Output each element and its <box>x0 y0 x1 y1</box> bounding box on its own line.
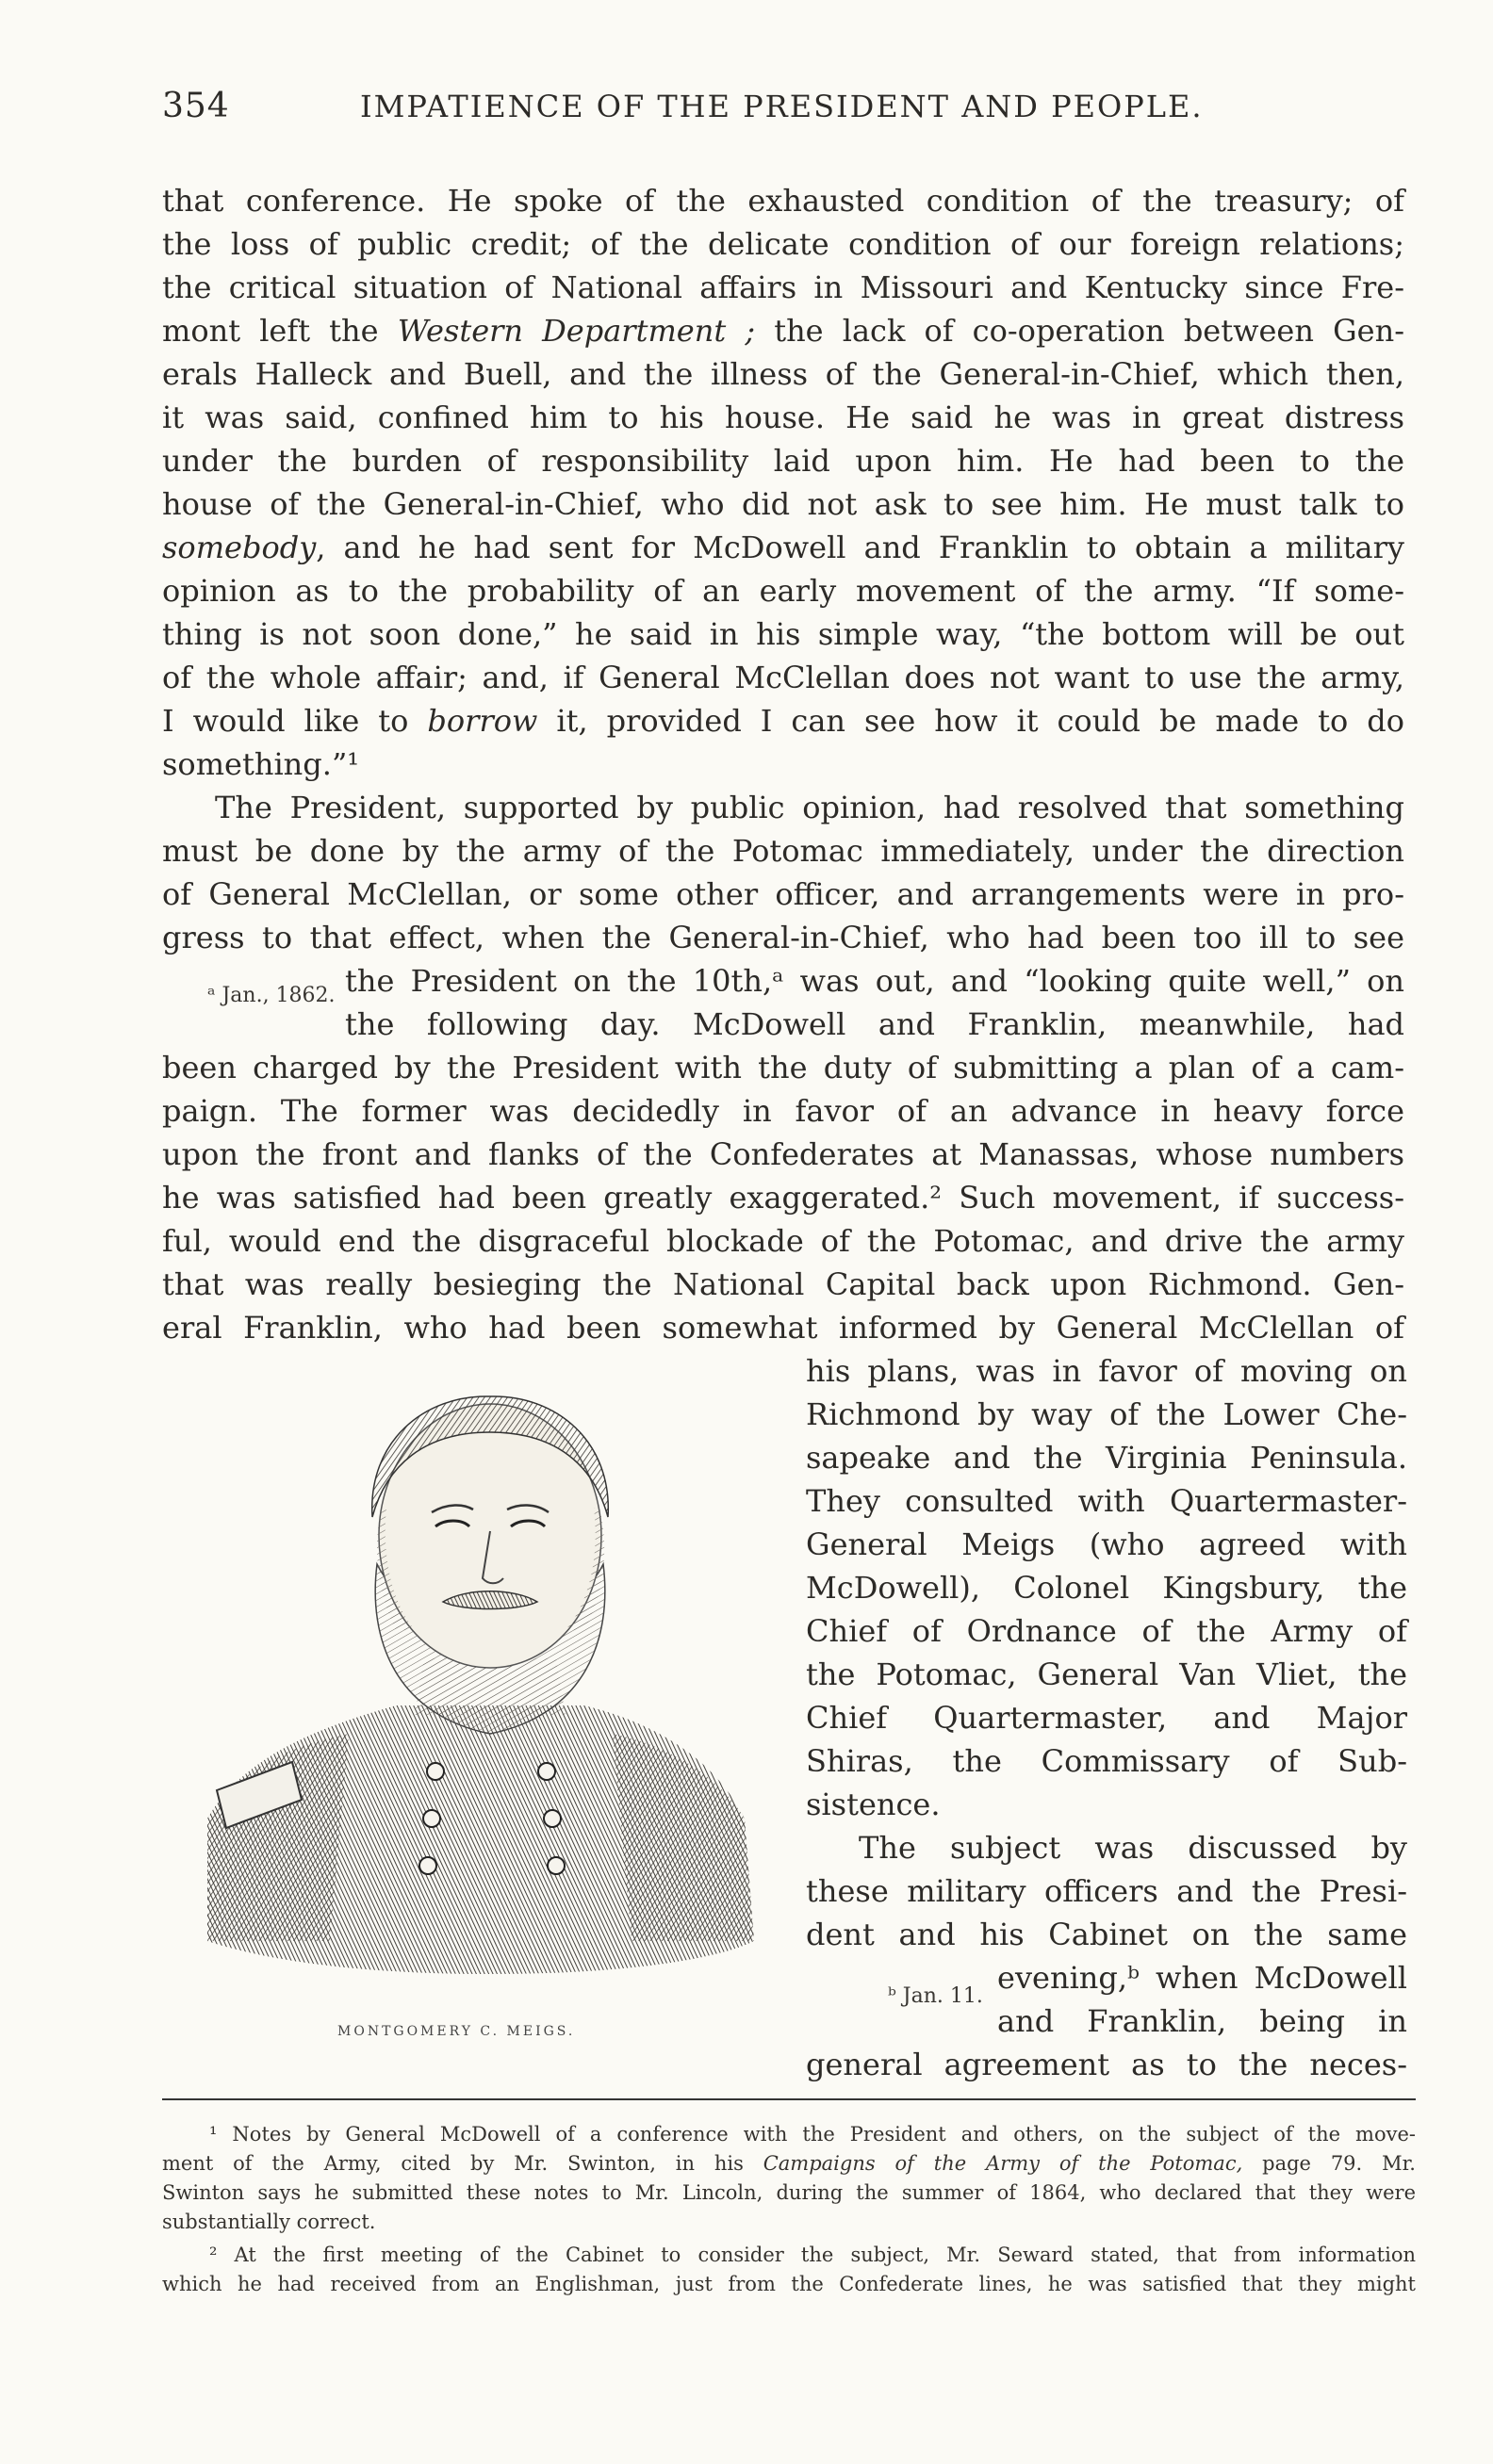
text-line: erals Halleck and Buell, and the illness of the General-in-Chief, which then, <box>162 356 1404 392</box>
footnote-rule <box>162 2098 1416 2100</box>
text-line: mont left the Western Department ; the lack of co-operation between Gen- <box>162 313 1404 349</box>
footnote-line: ¹ Notes by General McDowell of a conference with the President and others, on the subject of the move- <box>209 2123 1416 2146</box>
italic-text: Campaigns of the Army of the Potomac, <box>763 2152 1243 2175</box>
text-line: the Potomac, General Van Vliet, the <box>806 1656 1407 1692</box>
text-line: sistence. <box>806 1787 941 1822</box>
footnote-line: which he had received from an Englishman, just from the Confederate lines, he was satisfied that they might <box>162 2273 1416 2295</box>
text-line: I would like to borrow it, provided I can see how it could be made to do <box>162 703 1405 739</box>
shoulder-shading <box>613 1734 754 1941</box>
figure-caption: MONTGOMERY C. MEIGS. <box>337 2024 576 2039</box>
paragraph-2 <box>162 786 1404 959</box>
paragraph-1 <box>162 179 1404 786</box>
text-line: the loss of public credit; of the delicate condition of our foreign relations; <box>162 226 1404 262</box>
text-line: dent and his Cabinet on the same <box>806 1917 1407 1952</box>
text-line: McDowell), Colonel Kingsbury, the <box>806 1570 1407 1606</box>
text-line: evening,ᵇ when McDowell <box>997 1960 1407 1996</box>
text-line: his plans, was in favor of moving on <box>806 1353 1407 1389</box>
text-line: must be done by the army of the Potomac immediately, under the direction <box>162 833 1404 869</box>
sidenote-date: ᵃ Jan., 1862. <box>207 984 336 1007</box>
text-line: somebody, and he had sent for McDowell and Franklin to obtain a military <box>162 530 1404 565</box>
shoulder-shading <box>207 1734 349 1941</box>
footnote-line: ment of the Army, cited by Mr. Swinton, in his Campaigns of the Army of the Potomac, page 79. Mr. <box>162 2152 1416 2175</box>
footnote-line: substantially correct. <box>162 2211 376 2233</box>
sidenote-date: ᵇ Jan. 11. <box>888 1984 983 2008</box>
page-number: 354 <box>162 87 230 125</box>
paragraph-3-end <box>806 2043 1407 2086</box>
text-line: it was said, confined him to his house. He said he was in great distress <box>162 400 1404 435</box>
text-line: gress to that effect, when the General-in-Chief, who had been too ill to see <box>162 920 1404 955</box>
italic-text: somebody <box>162 530 317 565</box>
text-line: Chief Quartermaster, and Major <box>806 1700 1407 1736</box>
text-line: Chief of Ordnance of the Army of <box>806 1613 1407 1649</box>
text-line: upon the front and flanks of the Confederates at Manassas, whose numbers <box>162 1136 1404 1172</box>
text-line: General Meigs (who agreed with <box>806 1526 1407 1562</box>
coat-button <box>544 1810 561 1827</box>
text-line: he was satisfied had been greatly exaggerated.² Such movement, if success- <box>162 1180 1404 1216</box>
text-line: The President, supported by public opinion, had resolved that something <box>215 790 1404 825</box>
text-line: house of the General-in-Chief, who did not ask to see him. He must talk to <box>162 486 1404 522</box>
text-line: They consulted with Quartermaster- <box>806 1483 1407 1519</box>
paragraph-3 <box>806 1826 1407 1956</box>
text-line: that was really besieging the National Capital back upon Richmond. Gen- <box>162 1266 1404 1302</box>
running-title: IMPATIENCE OF THE PRESIDENT AND PEOPLE. <box>360 89 1204 124</box>
coat-button <box>548 1857 565 1874</box>
text-line: and Franklin, being in <box>997 2003 1407 2039</box>
text-line: under the burden of responsibility laid upon him. He had been to the <box>162 443 1404 479</box>
text-line: the following day. McDowell and Franklin, meanwhile, had <box>345 1006 1404 1042</box>
text-line: sapeake and the Virginia Peninsula. <box>806 1440 1407 1476</box>
text-line: that conference. He spoke of the exhausted condition of the treasury; of <box>162 183 1404 219</box>
footnote-line: Swinton says he submitted these notes to Mr. Lincoln, during the summer of 1864, who declared that they were <box>162 2181 1416 2204</box>
italic-text: Western Department ; <box>397 313 756 349</box>
text-line: ful, would end the disgraceful blockade of the Potomac, and drive the army <box>162 1223 1404 1259</box>
text-line: Shiras, the Commissary of Sub- <box>806 1743 1407 1779</box>
paragraph-2-narrow <box>806 1349 1407 1826</box>
text-line: The subject was discussed by <box>859 1830 1407 1866</box>
coat-button <box>423 1810 440 1827</box>
text-line: the critical situation of National affairs in Missouri and Kentucky since Fre- <box>162 269 1404 305</box>
coat-button <box>427 1763 444 1780</box>
text-line: of General McClellan, or some other officer, and arrangements were in pro- <box>162 876 1404 912</box>
text-line: general agreement as to the neces- <box>806 2047 1407 2082</box>
text-line: been charged by the President with the duty of submitting a plan of a cam- <box>162 1050 1404 1085</box>
paragraph-2-continued <box>162 1046 1404 1349</box>
portrait-engraving <box>189 1376 773 1979</box>
text-line: the President on the 10th,ᵃ was out, and “looking quite well,” on <box>345 963 1404 999</box>
text-line: paign. The former was decidedly in favor of an advance in heavy force <box>162 1093 1404 1129</box>
coat-button <box>538 1763 555 1780</box>
text-line: thing is not soon done,” he said in his simple way, “the bottom will be out <box>162 616 1404 652</box>
paragraph-3-beside-note <box>997 1956 1407 2043</box>
footnote-line: ² At the first meeting of the Cabinet to consider the subject, Mr. Seward stated, that from information <box>209 2244 1416 2266</box>
italic-text: borrow <box>427 703 538 739</box>
coat-button <box>419 1857 436 1874</box>
text-line: Richmond by way of the Lower Che- <box>806 1396 1407 1432</box>
paragraph-2-beside-note <box>345 959 1404 1046</box>
text-line: something.”¹ <box>162 746 360 782</box>
text-line: of the whole affair; and, if General McClellan does not want to use the army, <box>162 660 1404 695</box>
running-head <box>162 87 1225 134</box>
text-line: eral Franklin, who had been somewhat informed by General McClellan of <box>162 1310 1404 1346</box>
text-line: opinion as to the probability of an early movement of the army. “If some- <box>162 573 1404 609</box>
text-line: these military officers and the Presi- <box>806 1873 1407 1909</box>
